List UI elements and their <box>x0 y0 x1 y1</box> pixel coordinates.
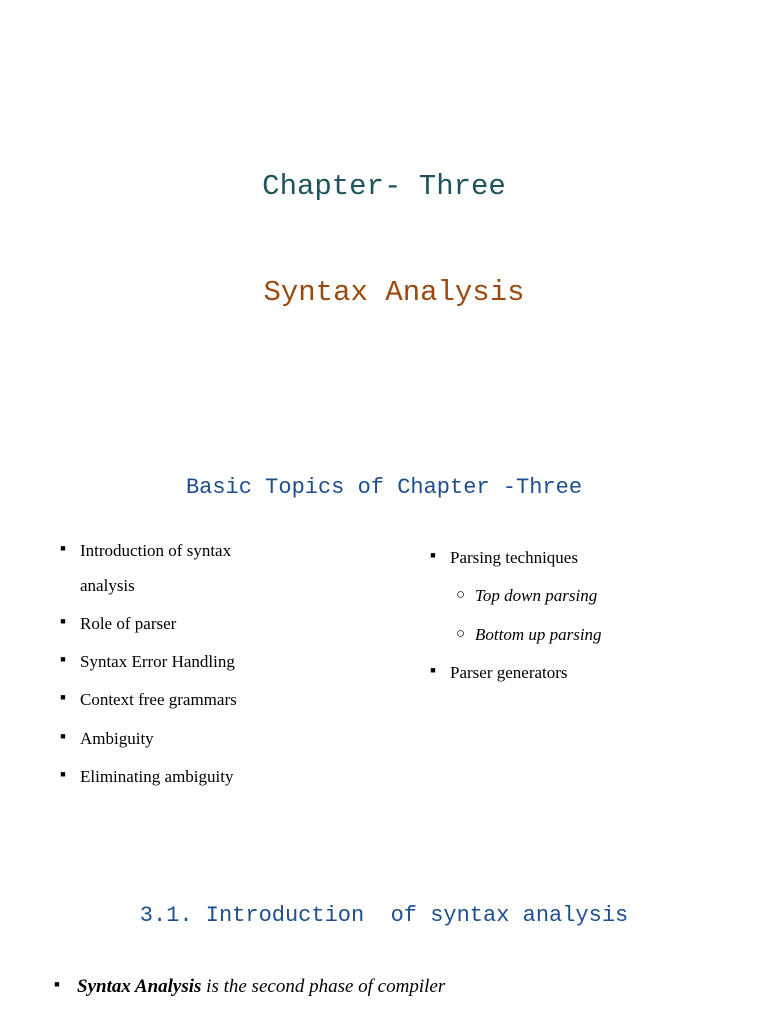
list-item-text: Parsing techniques <box>450 548 578 567</box>
square-bullet-icon: ■ <box>430 550 436 560</box>
square-bullet-icon: ■ <box>54 979 60 989</box>
list-item <box>58 683 388 718</box>
list-item <box>58 607 388 642</box>
list-item-text: Parser generators <box>450 662 568 682</box>
sub-list-item <box>428 618 758 653</box>
section-heading: 3.1. Introduction of syntax analysis <box>139 903 629 928</box>
chapter-subtitle: Syntax Analysis <box>263 276 525 309</box>
topics-list-right <box>428 541 758 694</box>
circle-bullet-icon: ○ <box>456 587 466 604</box>
square-bullet-icon: ■ <box>60 730 66 741</box>
bold-term: Syntax Analysis <box>77 976 202 997</box>
list-item-text: Role of parser <box>80 613 177 633</box>
list-item-text: Context free grammars <box>80 690 237 710</box>
list-item <box>58 722 388 757</box>
paragraph-rest: is the second phase of compiler <box>201 976 446 997</box>
square-bullet-icon: ■ <box>60 654 66 665</box>
list-item-text: Introduction of syntax analysis <box>80 541 232 595</box>
paragraph-text <box>52 976 445 997</box>
list-item <box>58 645 388 680</box>
sub-list-item-text: Top down parsing <box>475 586 598 606</box>
list-item <box>58 760 388 795</box>
square-bullet-icon: ■ <box>60 768 66 779</box>
list-item <box>428 656 758 691</box>
intro-paragraph <box>52 972 752 1002</box>
square-bullet-icon: ■ <box>430 664 436 675</box>
list-item-text: Eliminating ambiguity <box>80 766 234 786</box>
square-bullet-icon: ■ <box>60 692 66 703</box>
chapter-title: Chapter- Three <box>262 170 506 203</box>
topics-heading: Basic Topics of Chapter -Three <box>185 475 583 500</box>
square-bullet-icon: ■ <box>60 615 66 626</box>
list-item <box>58 534 388 603</box>
topics-list-left <box>58 534 388 798</box>
circle-bullet-icon: ○ <box>456 625 466 642</box>
sub-list-item <box>428 579 758 614</box>
sub-list-item-text: Bottom up parsing <box>475 624 602 644</box>
list-item-text: Ambiguity <box>80 728 154 748</box>
square-bullet-icon: ■ <box>60 543 66 553</box>
list-item <box>428 541 758 576</box>
list-item-text: Syntax Error Handling <box>80 652 235 672</box>
